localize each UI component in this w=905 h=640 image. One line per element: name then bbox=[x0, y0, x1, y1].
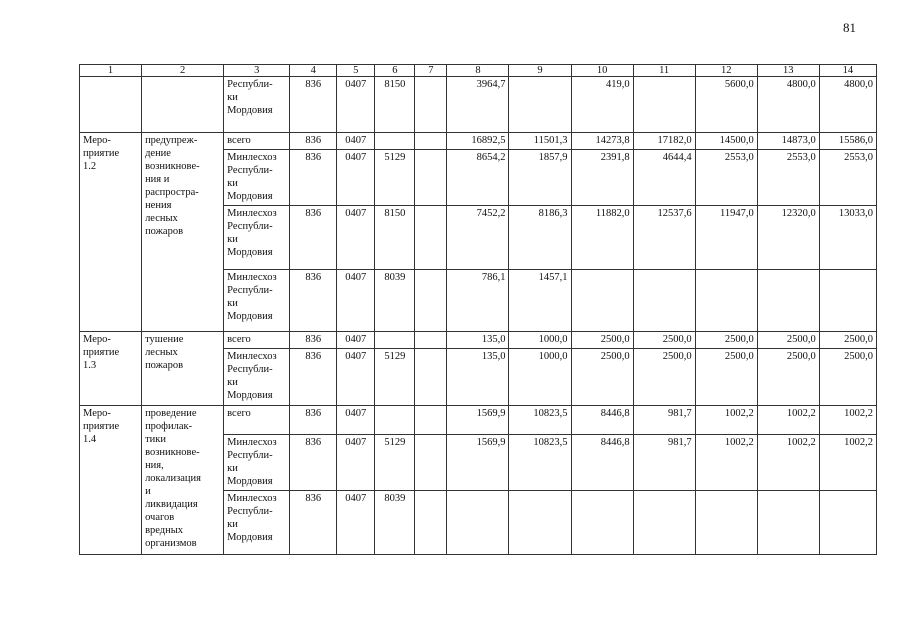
header-cell: 5 bbox=[337, 65, 375, 77]
value-cell: 2553,0 bbox=[757, 150, 819, 206]
value-cell: 1002,2 bbox=[819, 406, 876, 435]
value-cell: 3964,7 bbox=[447, 77, 509, 133]
table-row bbox=[80, 133, 877, 150]
value-cell: 0407 bbox=[337, 77, 375, 133]
value-cell bbox=[375, 406, 415, 435]
value-cell: 836 bbox=[290, 270, 337, 332]
value-cell bbox=[415, 206, 447, 270]
value-cell: 8654,2 bbox=[447, 150, 509, 206]
table-row bbox=[80, 406, 877, 435]
value-cell: 0407 bbox=[337, 206, 375, 270]
value-cell bbox=[415, 133, 447, 150]
source-cell: Минлесхоз Республи- ки Мордовия bbox=[224, 206, 290, 270]
value-cell: 0407 bbox=[337, 406, 375, 435]
table-row bbox=[80, 332, 877, 349]
value-cell bbox=[415, 349, 447, 406]
source-cell: всего bbox=[224, 332, 290, 349]
value-cell: 8150 bbox=[375, 77, 415, 133]
value-cell: 1002,2 bbox=[695, 435, 757, 491]
value-cell: 12537,6 bbox=[633, 206, 695, 270]
value-cell: 0407 bbox=[337, 133, 375, 150]
value-cell: 13033,0 bbox=[819, 206, 876, 270]
value-cell bbox=[509, 77, 571, 133]
measure-label: Меро- приятие 1.2 bbox=[80, 133, 142, 332]
value-cell bbox=[415, 435, 447, 491]
value-cell: 0407 bbox=[337, 150, 375, 206]
value-cell: 11501,3 bbox=[509, 133, 571, 150]
source-cell: всего bbox=[224, 406, 290, 435]
header-cell: 8 bbox=[447, 65, 509, 77]
value-cell bbox=[633, 77, 695, 133]
value-cell bbox=[415, 270, 447, 332]
value-cell: 836 bbox=[290, 150, 337, 206]
header-cell: 4 bbox=[290, 65, 337, 77]
value-cell bbox=[447, 491, 509, 555]
value-cell: 836 bbox=[290, 206, 337, 270]
value-cell: 2500,0 bbox=[633, 349, 695, 406]
value-cell: 836 bbox=[290, 435, 337, 491]
source-cell: Минлесхоз Республи- ки Мордовия bbox=[224, 150, 290, 206]
value-cell bbox=[819, 491, 876, 555]
value-cell: 5600,0 bbox=[695, 77, 757, 133]
budget-table bbox=[79, 64, 877, 555]
value-cell: 786,1 bbox=[447, 270, 509, 332]
value-cell: 4800,0 bbox=[757, 77, 819, 133]
value-cell: 2500,0 bbox=[571, 349, 633, 406]
header-cell: 12 bbox=[695, 65, 757, 77]
source-cell: Минлесхоз Республи- ки Мордовия bbox=[224, 491, 290, 555]
value-cell bbox=[375, 332, 415, 349]
measure-label: Меро- приятие 1.3 bbox=[80, 332, 142, 406]
value-cell: 2500,0 bbox=[757, 332, 819, 349]
value-cell: 17182,0 bbox=[633, 133, 695, 150]
empty-cell bbox=[142, 77, 224, 133]
value-cell: 2391,8 bbox=[571, 150, 633, 206]
value-cell bbox=[757, 491, 819, 555]
header-cell: 9 bbox=[509, 65, 571, 77]
value-cell bbox=[633, 491, 695, 555]
value-cell: 836 bbox=[290, 133, 337, 150]
value-cell: 8150 bbox=[375, 206, 415, 270]
header-cell: 3 bbox=[224, 65, 290, 77]
header-cell: 6 bbox=[375, 65, 415, 77]
value-cell bbox=[757, 270, 819, 332]
value-cell: 1002,2 bbox=[757, 406, 819, 435]
measure-name: проведение профилак- тики возникнове- ния, локализация и ликвидация очагов вредных организмов bbox=[142, 406, 224, 555]
header-cell: 10 bbox=[571, 65, 633, 77]
value-cell: 10823,5 bbox=[509, 435, 571, 491]
value-cell: 10823,5 bbox=[509, 406, 571, 435]
value-cell: 2500,0 bbox=[695, 332, 757, 349]
value-cell: 11882,0 bbox=[571, 206, 633, 270]
header-cell: 11 bbox=[633, 65, 695, 77]
value-cell: 0407 bbox=[337, 270, 375, 332]
value-cell: 135,0 bbox=[447, 349, 509, 406]
value-cell bbox=[415, 406, 447, 435]
value-cell: 0407 bbox=[337, 349, 375, 406]
value-cell: 135,0 bbox=[447, 332, 509, 349]
value-cell: 11947,0 bbox=[695, 206, 757, 270]
value-cell bbox=[695, 270, 757, 332]
value-cell: 1002,2 bbox=[757, 435, 819, 491]
value-cell: 836 bbox=[290, 77, 337, 133]
value-cell: 2500,0 bbox=[757, 349, 819, 406]
value-cell bbox=[571, 270, 633, 332]
value-cell: 8039 bbox=[375, 270, 415, 332]
measure-label: Меро- приятие 1.4 bbox=[80, 406, 142, 555]
value-cell: 0407 bbox=[337, 332, 375, 349]
value-cell: 5129 bbox=[375, 435, 415, 491]
value-cell bbox=[633, 270, 695, 332]
value-cell bbox=[415, 77, 447, 133]
value-cell: 8446,8 bbox=[571, 406, 633, 435]
value-cell: 981,7 bbox=[633, 406, 695, 435]
header-row bbox=[80, 65, 877, 77]
source-cell: всего bbox=[224, 133, 290, 150]
value-cell: 1569,9 bbox=[447, 406, 509, 435]
source-cell: Минлесхоз Республи- ки Мордовия bbox=[224, 349, 290, 406]
header-cell: 2 bbox=[142, 65, 224, 77]
value-cell: 1569,9 bbox=[447, 435, 509, 491]
value-cell: 2553,0 bbox=[695, 150, 757, 206]
value-cell bbox=[819, 270, 876, 332]
value-cell bbox=[415, 491, 447, 555]
value-cell: 836 bbox=[290, 332, 337, 349]
value-cell bbox=[415, 150, 447, 206]
header-cell: 14 bbox=[819, 65, 876, 77]
value-cell: 981,7 bbox=[633, 435, 695, 491]
measure-name: тушение лесных пожаров bbox=[142, 332, 224, 406]
value-cell: 1002,2 bbox=[695, 406, 757, 435]
value-cell: 1000,0 bbox=[509, 332, 571, 349]
value-cell: 2553,0 bbox=[819, 150, 876, 206]
value-cell: 14500,0 bbox=[695, 133, 757, 150]
value-cell: 2500,0 bbox=[819, 349, 876, 406]
value-cell: 8039 bbox=[375, 491, 415, 555]
value-cell: 8446,8 bbox=[571, 435, 633, 491]
measure-name: предупреж- дение возникнове- ния и распростра- нения лесных пожаров bbox=[142, 133, 224, 332]
header-cell: 1 bbox=[80, 65, 142, 77]
value-cell bbox=[509, 491, 571, 555]
value-cell: 5129 bbox=[375, 349, 415, 406]
source-cell: Минлесхоз Республи- ки Мордовия bbox=[224, 435, 290, 491]
value-cell: 2500,0 bbox=[819, 332, 876, 349]
empty-cell bbox=[80, 77, 142, 133]
value-cell: 12320,0 bbox=[757, 206, 819, 270]
value-cell: 4800,0 bbox=[819, 77, 876, 133]
value-cell bbox=[415, 332, 447, 349]
value-cell: 14873,0 bbox=[757, 133, 819, 150]
value-cell: 1857,9 bbox=[509, 150, 571, 206]
value-cell: 419,0 bbox=[571, 77, 633, 133]
value-cell bbox=[695, 491, 757, 555]
value-cell: 15586,0 bbox=[819, 133, 876, 150]
value-cell: 836 bbox=[290, 406, 337, 435]
value-cell: 1000,0 bbox=[509, 349, 571, 406]
header-cell: 7 bbox=[415, 65, 447, 77]
value-cell: 5129 bbox=[375, 150, 415, 206]
header-cell: 13 bbox=[757, 65, 819, 77]
value-cell: 1002,2 bbox=[819, 435, 876, 491]
page-number: 81 bbox=[843, 20, 856, 35]
table-row bbox=[80, 77, 877, 133]
value-cell: 1457,1 bbox=[509, 270, 571, 332]
value-cell: 836 bbox=[290, 491, 337, 555]
value-cell: 7452,2 bbox=[447, 206, 509, 270]
value-cell: 14273,8 bbox=[571, 133, 633, 150]
value-cell: 0407 bbox=[337, 491, 375, 555]
value-cell: 0407 bbox=[337, 435, 375, 491]
value-cell: 2500,0 bbox=[695, 349, 757, 406]
value-cell: 2500,0 bbox=[633, 332, 695, 349]
source-cell: Минлесхоз Республи- ки Мордовия bbox=[224, 270, 290, 332]
source-cell: Республи- ки Мордовия bbox=[224, 77, 290, 133]
value-cell: 2500,0 bbox=[571, 332, 633, 349]
value-cell bbox=[375, 133, 415, 150]
value-cell: 4644,4 bbox=[633, 150, 695, 206]
value-cell: 836 bbox=[290, 349, 337, 406]
value-cell: 16892,5 bbox=[447, 133, 509, 150]
value-cell: 8186,3 bbox=[509, 206, 571, 270]
value-cell bbox=[571, 491, 633, 555]
